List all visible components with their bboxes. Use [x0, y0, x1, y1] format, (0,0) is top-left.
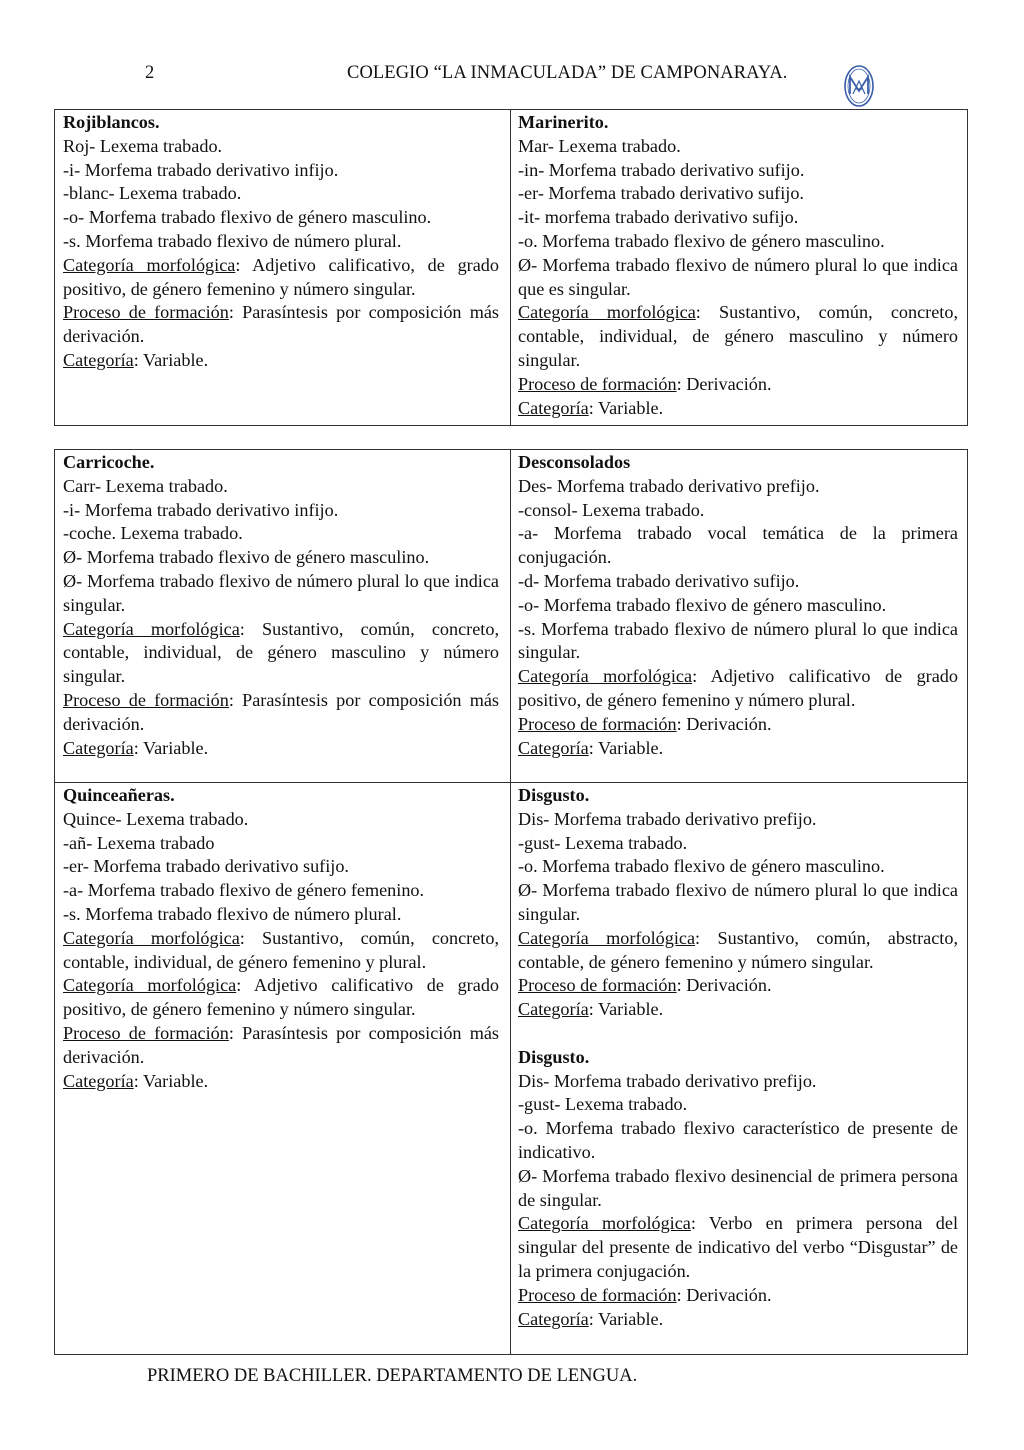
field-label: Categoría	[518, 1308, 589, 1329]
morpheme-line: Mar- Lexema trabado.	[518, 135, 681, 156]
morpheme-line: Ø- Morfema trabado flexivo de número plural lo que indica singular.	[518, 880, 958, 924]
categoria	[518, 737, 958, 761]
field-value: : Variable.	[133, 1070, 209, 1091]
morpheme-line: Dis- Morfema trabado derivativo prefijo.	[518, 1070, 817, 1091]
morpheme-line: Ø- Morfema trabado flexivo de número plural lo que indica singular.	[63, 570, 499, 615]
field-label: Categoría morfológica	[63, 254, 236, 275]
morpheme-line: -gust- Lexema trabado.	[518, 1094, 688, 1115]
field-label: Categoría	[518, 737, 589, 758]
categoria-morfologica	[63, 254, 499, 302]
field-value: : Adjetivo calificativo, de grado positivo, de género femenino y número singular.	[63, 254, 499, 299]
entry-desconsolados	[518, 451, 958, 760]
entry-disgusto	[518, 784, 958, 1331]
entry-title: Disgusto.	[518, 1046, 590, 1067]
morpheme-line: -it- morfema trabado derivativo sufijo.	[518, 207, 799, 228]
field-value: : Adjetivo calificativo de grado positivo, de género femenino y número plural.	[518, 666, 958, 710]
morpheme-line: -o- Morfema trabado flexivo de género masculino.	[518, 594, 887, 615]
entry-title: Desconsolados	[518, 452, 631, 472]
morpheme-line: -i- Morfema trabado derivativo infijo.	[63, 499, 339, 520]
entry-title: Quinceañeras.	[63, 785, 175, 805]
morpheme-line: -er- Morfema trabado derivativo sufijo.	[63, 856, 349, 877]
field-label: Categoría morfológica	[63, 927, 240, 948]
categoria	[63, 1070, 499, 1094]
field-value: : Variable.	[133, 349, 209, 370]
field-value: : Adjetivo calificativo de grado positivo, de género femenino y número singular.	[63, 975, 500, 1020]
field-value: : Sustantivo, común, concreto, contable, individual, de género masculino y número singular.	[63, 618, 499, 687]
morpheme-line: Des- Morfema trabado derivativo prefijo.	[518, 475, 820, 496]
field-label: Categoría morfológica	[518, 927, 696, 948]
entry-quinceaneras	[63, 784, 499, 1093]
proceso-formacion	[518, 713, 958, 737]
morpheme-line: -d- Morfema trabado derivativo sufijo.	[518, 570, 800, 591]
field-label: Proceso de formación	[518, 1284, 677, 1305]
categoria-morfologica	[518, 1212, 958, 1283]
entry-marinerito	[518, 111, 958, 420]
field-value: : Verbo en primera persona del singular del presente de indicativo del verbo “Disgustar” de la primera conjugación.	[518, 1213, 959, 1281]
proceso-formacion	[63, 301, 499, 349]
school-logo-icon	[843, 64, 875, 108]
field-value: : Sustantivo, común, concreto, contable, individual, de género femenino y plural.	[63, 927, 499, 972]
field-label: Categoría	[518, 999, 589, 1020]
field-value: : Derivación.	[676, 975, 772, 996]
morpheme-line: -s. Morfema trabado flexivo de número plural.	[63, 903, 402, 924]
field-label: Categoría	[518, 397, 589, 418]
morpheme-line: Roj- Lexema trabado.	[63, 135, 223, 156]
categoria	[63, 349, 499, 373]
morpheme-line: -o. Morfema trabado flexivo de género masculino.	[518, 856, 885, 877]
field-value: : Parasíntesis por composición más derivación.	[63, 302, 499, 347]
entry-title: Carricoche.	[63, 452, 155, 472]
column-divider	[510, 450, 511, 1354]
column-divider	[510, 110, 511, 425]
field-label: Proceso de formación	[63, 1022, 229, 1043]
morpheme-line: Dis- Morfema trabado derivativo prefijo.	[518, 808, 817, 829]
morpheme-line: -consol- Lexema trabado.	[518, 499, 705, 520]
proceso-formacion	[518, 373, 958, 397]
field-value: : Parasíntesis por composición más derivación.	[63, 1022, 499, 1067]
categoria	[518, 1308, 958, 1332]
field-value: : Variable.	[588, 397, 664, 418]
proceso-formacion	[518, 974, 958, 998]
morpheme-line: Carr- Lexema trabado.	[63, 475, 228, 496]
morpheme-line: -i- Morfema trabado derivativo infijo.	[63, 159, 339, 180]
field-label: Categoría morfológica	[63, 618, 240, 639]
field-value: : Variable.	[588, 1308, 664, 1329]
entry-carricoche	[63, 451, 499, 760]
morpheme-line: -blanc- Lexema trabado.	[63, 183, 242, 204]
row-divider	[55, 782, 967, 783]
categoria-morfologica	[518, 927, 958, 975]
morpheme-line: -o. Morfema trabado flexivo de género masculino.	[518, 230, 885, 251]
field-label: Proceso de formación	[63, 689, 229, 710]
morpheme-line: -er- Morfema trabado derivativo sufijo.	[518, 183, 804, 204]
categoria-morfologica	[63, 927, 499, 975]
field-value: : Variable.	[133, 737, 209, 758]
categoria	[63, 737, 499, 761]
field-label: Categoría	[63, 737, 134, 758]
morpheme-line: -a- Morfema trabado flexivo de género femenino.	[63, 880, 425, 901]
morpheme-line: -o. Morfema trabado flexivo característico de presente de indicativo.	[518, 1118, 958, 1162]
entry-title: Disgusto.	[518, 785, 590, 805]
categoria-morfologica	[63, 618, 499, 689]
categoria-morfologica	[518, 665, 958, 713]
field-value: : Derivación.	[676, 373, 772, 394]
field-label: Categoría morfológica	[518, 666, 693, 687]
morpheme-line: -a- Morfema trabado vocal temática de la primera conjugación.	[518, 523, 958, 568]
morpheme-line: Ø- Morfema trabado flexivo desinencial de primera persona de singular.	[518, 1165, 958, 1210]
field-label: Proceso de formación	[518, 373, 677, 394]
proceso-formacion	[63, 1022, 499, 1070]
morpheme-line: Ø- Morfema trabado flexivo de género masculino.	[63, 547, 430, 568]
field-label: Categoría morfológica	[63, 975, 237, 996]
field-value: : Parasíntesis por composición más derivación.	[63, 689, 499, 734]
field-value: : Derivación.	[676, 713, 772, 734]
morpheme-line: -s. Morfema trabado flexivo de número plural lo que indica singular.	[518, 618, 958, 663]
morpheme-line: -gust- Lexema trabado.	[518, 832, 688, 853]
entry-title: Rojiblancos.	[63, 112, 160, 132]
morpheme-line: -in- Morfema trabado derivativo sufijo.	[518, 159, 805, 180]
categoria-morfologica-2	[63, 974, 499, 1022]
morpheme-line: Quince- Lexema trabado.	[63, 808, 249, 829]
page-number: 2	[145, 63, 155, 83]
field-value: : Derivación.	[676, 1284, 772, 1305]
field-value: : Variable.	[588, 999, 664, 1020]
morpheme-line: -añ- Lexema trabado	[63, 832, 215, 853]
morpheme-line: -coche. Lexema trabado.	[63, 523, 243, 544]
field-label: Proceso de formación	[63, 302, 229, 323]
field-label: Categoría morfológica	[518, 1213, 691, 1234]
school-title: COLEGIO “LA INMACULADA” DE CAMPONARAYA.	[347, 63, 788, 83]
page-footer: PRIMERO DE BACHILLER. DEPARTAMENTO DE LENGUA.	[147, 1366, 638, 1386]
field-value: : Variable.	[588, 737, 664, 758]
field-value: : Sustantivo, común, abstracto, contable, de género femenino y número singular.	[518, 927, 958, 972]
field-label: Proceso de formación	[518, 975, 677, 996]
morpheme-line: Ø- Morfema trabado flexivo de número plural lo que indica que es singular.	[518, 254, 958, 299]
proceso-formacion	[63, 689, 499, 737]
field-label: Categoría morfológica	[518, 302, 696, 323]
field-value: : Sustantivo, común, concreto, contable, individual, de género masculino y número singular.	[518, 302, 958, 370]
categoria	[518, 397, 958, 421]
field-label: Proceso de formación	[518, 713, 677, 734]
morpheme-line: -s. Morfema trabado flexivo de número plural.	[63, 230, 402, 251]
categoria	[518, 998, 958, 1022]
field-label: Categoría	[63, 1070, 134, 1091]
field-label: Categoría	[63, 349, 134, 370]
categoria-morfologica	[518, 301, 958, 372]
entry-rojiblancos	[63, 111, 499, 373]
morpheme-line: -o- Morfema trabado flexivo de género masculino.	[63, 207, 432, 228]
entry-title: Marinerito.	[518, 112, 609, 132]
proceso-formacion	[518, 1284, 958, 1308]
